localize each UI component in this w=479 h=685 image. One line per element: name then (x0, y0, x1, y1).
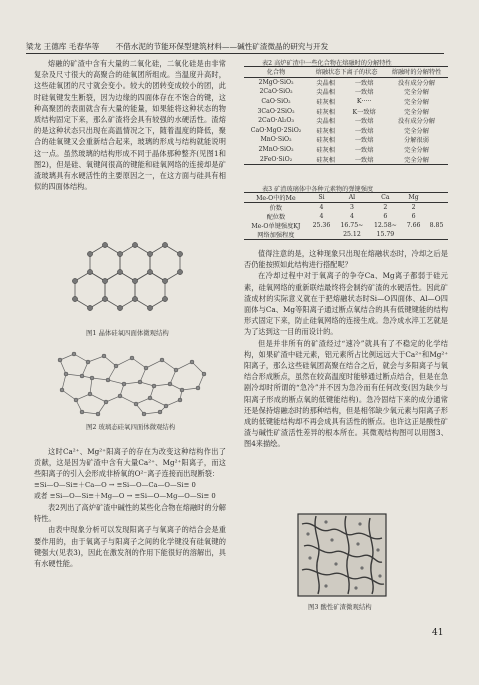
right-column-text (244, 248, 448, 450)
header-authors: 梁龙 王德库 毛春华等 (26, 42, 100, 51)
table-row (244, 230, 448, 240)
table-header-cell: Ca (381, 194, 390, 201)
table-cell: 硅灰相 (316, 156, 335, 164)
table-row (244, 97, 448, 107)
table-cell: 完全分解 (404, 108, 429, 116)
table-cell: 一致熔 (354, 79, 374, 87)
table-cell: 分解很弱 (404, 137, 429, 145)
table-cell: 硅灰相 (316, 108, 335, 116)
table-cell: 6 (411, 213, 416, 220)
table-cell: 2FeO·SiO₂ (259, 155, 293, 163)
table-cell: 尖晶相 (316, 79, 335, 87)
table-header-cell: 熔融时的分解特性 (391, 69, 442, 77)
table-cell: 硅灰相 (316, 147, 335, 155)
table-header-cell: 熔融状态下离子的状态 (315, 69, 378, 77)
table-cell: 完全分解 (404, 127, 429, 135)
table-row (244, 126, 448, 136)
table-cell: 2 (411, 204, 416, 211)
figure-2-caption: 图2 玻璃态硅氧四面体微观结构 (86, 423, 176, 431)
table-cell: 完全分解 (404, 147, 429, 155)
table-cell: 一致熔 (354, 118, 374, 126)
table-row (244, 203, 448, 213)
table-cell: MnO·SiO₂ (260, 136, 292, 144)
table-cell: 一致熔 (354, 127, 374, 135)
table-cell: 4 (349, 213, 354, 220)
figure-1-crystal-lattice (70, 234, 190, 324)
table-cell: 15.79 (376, 231, 395, 238)
table-cell: CaO·SiO₂ (261, 98, 291, 106)
table-cell: 8.85 (429, 222, 444, 229)
paragraph: 表2列出了高炉矿渣中碱性的某些化合物在熔融时的分解特性。 (34, 503, 226, 524)
figure-3-caption: 图3 酸性矿渣微观结构 (308, 603, 372, 611)
table-cell: 2CaO·SiO₂ (259, 88, 293, 96)
table-cell: 6 (383, 213, 388, 220)
table-cell: 25.36 (312, 222, 331, 229)
table-row (244, 145, 448, 155)
table-cell: K····· (356, 98, 372, 106)
reaction-formula-1: ≡Si—O—Si≡＋Ca—O → ≡Si—O—Ca—O—Si≡ 0 (34, 480, 196, 489)
table-cell: 3CaO·2SiO₂ (257, 107, 295, 115)
header-title: 不借水泥的节能环保型建筑材料——碱性矿渣微晶的研究与开发 (115, 42, 329, 51)
table-cell: Me-O单键强度KJ (251, 223, 301, 230)
paragraph: 在冷却过程中对于氧离子的争夺Ca、Mg离子都弱于硅元素，硅氧网络的重新联结最终将会制约矿渣的水硬活性。因此矿渣成材的实际意义就在于把熔融状态时Si—O四面体、Al—O四面体与Ca、Mg等阳离子通过断点氧结合的具有低键键能的结构形式固定下来，防止硅氧网络的连接生成。急冷成水淬工艺就是为了达到这一目的而设计的。 (244, 271, 448, 337)
table-cell: 没有成分分解 (397, 79, 436, 87)
table-header-cell: Me-O中的Me (256, 195, 296, 202)
table-row (244, 212, 448, 221)
table-header-row (244, 193, 448, 203)
table-row (244, 106, 448, 116)
table-cell: 12.58~ (373, 222, 397, 229)
table-cell: 一致熔 (354, 89, 374, 97)
table-header-row (244, 67, 448, 78)
table-cell: 2MgO·SiO₂ (258, 78, 294, 86)
left-column-top (34, 58, 226, 192)
table-cell: 3 (349, 204, 354, 211)
table-cell: 一致熔 (354, 147, 374, 155)
table-2 (244, 66, 448, 165)
table-cell: 网络加强程度 (257, 232, 295, 239)
paragraph: 值得注意的是，这种现象只出现在熔融状态时，冷却之后是否仍能按照如此结构进行搭配呢？ (244, 249, 448, 270)
table-row (244, 154, 448, 164)
table-cell: 完全分解 (404, 89, 429, 97)
paragraph: 由表中现象分析可以发现阳离子与氧离子的结合会是重要作用的，由于氧离子与阳离子之间的化学键没有硅氧键的键强大(见表3)，因此在激发剂的作用下能很好的溶解出，具有水硬性能。 (34, 525, 226, 569)
table-header-cell: Si (318, 194, 325, 201)
header-rule (26, 53, 444, 54)
table-cell: K一致熔 (352, 108, 376, 116)
table-cell: 2CaO·Al₂O₃ (258, 117, 294, 125)
table-cell: 2MnO·SiO₂ (258, 146, 294, 154)
figure-1-caption: 图1 晶体硅氧四面体微观结构 (86, 329, 169, 337)
table-2-caption: 表2 高炉矿渣中一些化合物在熔融时的分解特性 (262, 60, 392, 67)
table-header-cell: 化合物 (266, 69, 286, 77)
table-header-cell: Mg (408, 194, 419, 201)
table-3 (244, 192, 448, 240)
table-row (244, 135, 448, 145)
table-cell: 尖晶相 (316, 89, 335, 97)
table-cell: 配位数 (266, 214, 286, 221)
table-header-cell: Al (348, 194, 356, 201)
table-cell: 一致熔 (354, 156, 374, 164)
table-cell: 硅灰相 (316, 127, 335, 135)
table-cell: 4 (319, 204, 324, 211)
table-cell: CaO·MgO·2SiO₂ (250, 126, 302, 134)
table-cell: 7.66 (406, 222, 421, 229)
figure-2-glass-network (52, 346, 212, 418)
paragraph: 但是并非所有的矿渣经过“速冷”就具有了不稳定的化学结构，如果矿渣中硅元素，铝元素所占比例远远大于Ca²⁺和Mg²⁺阳离子，那么这些硅氧团高聚在结合之后，就会与多阳离子与氧结合形成断点，虽然在较高温度时能够通过断点结合，但是在急剧冷却时所谓的“急冷”并不因为急冷而有任何改变(因为缺少与阳离子形成的断点氧的低键能结构)。急冷固结下来的成分通常还是保持熔融态时的那种结构，但是相邻缺少氧元素与阳离子形成的低键能结构却不再会成具有活性的断点。也许这正是酸性矿渣与碱性矿渣活性差异的根本所在。其微观结构图可以用图3、图4来描绘。 (244, 338, 448, 449)
table-3-caption: 表3 矿渣玻璃体中各种元素物的弹键强度 (262, 186, 374, 193)
table-cell: 25.12 (343, 231, 361, 238)
table-cell: 硅灰相 (316, 99, 335, 107)
table-cell: 2 (383, 204, 388, 211)
reaction-formula-2: 或者 ≡Si—O—Si≡＋Mg—O → ≡Si—O—Mg—O—Si≡ 0 (34, 491, 216, 500)
table-cell: 没有成分分解 (397, 118, 436, 126)
table-cell: 4 (319, 213, 324, 220)
figure-3-slag-microstructure (296, 512, 388, 598)
paragraph: 熔融的矿渣中含有大量的二氧化硅，二氧化硅是由非常复杂及尺寸很大的高聚合的硅氧团所组成。当温度升高时，这些硅氧团的尺寸就会变小。较大的团转变成较小的团，此时硅氧键发生断裂，因为边缘的四面体存在不饱合的键，这种高聚团的表面就含有大量的能量，如果能将这种状态的物质结构固定下来，那么矿渣将会具有较强的水硬活性。渣熔的是这种状态只出现在高温情况之下，随着温度的降低，聚合的硅氧键又会重新结合起来，玻璃的形成与结构就能说明这一点。虽然玻璃的结构形成不同于晶体那种整齐(见图1和图2)，但是硅、氧键间很高的键能和硅氧网络的连接却是矿渣玻璃具有水硬活性的主要原因之一，在这方面与硅具有相似的四面体结构。 (34, 59, 226, 192)
table-row (244, 116, 448, 126)
table-cell: 16.75~ (340, 222, 364, 229)
table-cell: 价数 (269, 205, 283, 212)
table-cell: 硅灰相 (316, 137, 335, 145)
table-row (244, 77, 448, 87)
table-cell (308, 230, 335, 240)
running-header (26, 41, 444, 52)
table-row (244, 87, 448, 97)
table-cell: 完全分解 (404, 156, 429, 164)
table-cell: 尖晶相 (316, 118, 335, 126)
table-cell: 一致熔 (354, 137, 374, 145)
table-row (244, 221, 448, 230)
paragraph: 这时Ca²⁺、Mg²⁺阳离子的存在为改变这种结构作出了贡献，这是因为矿渣中含有大量Ca²⁺、Mg²⁺阳离子，而这些阳离子的引入会形成非桥氧的O²⁻离子连接而出现断裂： (34, 447, 226, 479)
table-cell: 完全分解 (404, 99, 429, 107)
page-number: 41 (432, 628, 444, 638)
left-column-bottom (34, 446, 226, 569)
